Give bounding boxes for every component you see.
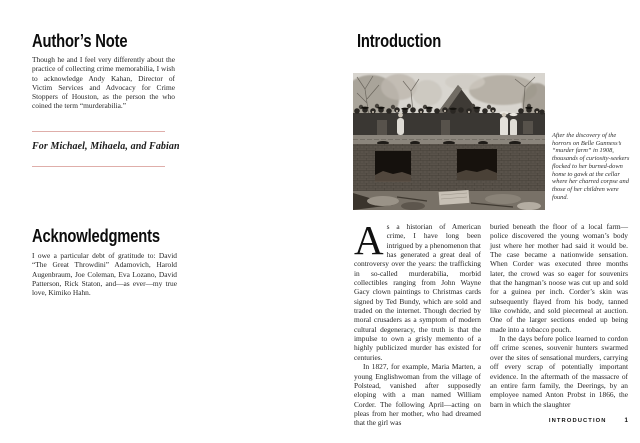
photo-caption: After the discovery of the horrors on Belle Gunness’s “murder farm” in 1908, thousands of curiosity-seekers flocked to her burned-down home to gawk at the cellar where her charred corpse and those of her children were found. <box>552 132 630 201</box>
intro-paragraph-4: In the days before police learned to cordon off crime scenes, souvenir hunters swarmed over the sites of sensational murders, carrying off every scrap of potentially important evidence. In the aftermath of the massacre of an entire farm family, the Deerings, by an employee named Anton Probst in 1866, the barn in which the slaughter <box>490 334 628 409</box>
murder-farm-photo-image <box>353 73 545 210</box>
dropcap-letter: A <box>354 217 384 263</box>
acknowledgments-body: I owe a particular debt of gratitude to: David “The Great Throwdini” Adamovich, Harold Augenbraum, Joe Coleman, Eva Lozano, David Patterson, Rick Staton, and—as ever—my true love, Kimiko Hahn. <box>32 251 177 298</box>
intro-paragraph-3: buried beneath the floor of a local farm—police discovered the young woman’s body just where her mother had said it would be. The case became a nationwide sensation. When Corder was executed three months later, the crowd was so eager for souvenirs that the hangman’s noose was cut up and sold for a guinea per inch. Corder’s skin was subsequently flayed from his body, tanned like cowhide, and sold piecemeal at auction. One of the larger sections ended up being made into a tobacco pouch. <box>490 222 628 334</box>
authors-note-body: Though he and I feel very differently about the practice of collecting crime memorabilia, I wish to acknowledge Andy Kahan, Director of Victim Services and Advocacy for Crime Stoppers of Houston, as the person the who coined the term “murderabilia.” <box>32 55 175 111</box>
dedication-text: For Michael, Mihaela, and Fabian <box>32 141 180 152</box>
authors-note-title: Author’s Note <box>32 31 128 51</box>
dedication-rule-top <box>32 131 165 132</box>
introduction-title: Introduction <box>357 31 442 51</box>
footer-page-number: 1 <box>624 417 628 424</box>
page-footer <box>490 417 628 424</box>
intro-paragraph-2: In 1827, for example, Maria Marten, a young Englishwoman from the village of Polstead, vanished after supposedly eloping with a man named William Corder. The following April—acting on pleas from her mother, who had dreamed that the girl was <box>354 362 481 428</box>
murder-farm-photo <box>353 73 545 210</box>
dedication-rule-bottom <box>32 166 165 167</box>
intro-paragraph-1 <box>354 217 481 362</box>
acknowledgments-title: Acknowledgments <box>32 226 160 246</box>
intro-paragraph-1-text: s a historian of American crime, I have long been intrigued by a phenomenon that has generated a great deal of controversy over the years: the trafficking in so-called murderabilia, morbid collectibles ranging from John Wayne Gacy clown paintings to Christmas cards signed by Ted Bundy, which are sold and traded on the internet. Though decried by moral crusaders as a symptom of modern cultural degeneracy, the truth is that the impulse to own a grisly memento of a highly publicized murder has existed for centuries. <box>354 222 481 362</box>
body-column-right <box>490 222 628 409</box>
body-column-left <box>354 217 481 428</box>
footer-section-label: INTRODUCTION <box>548 418 607 424</box>
